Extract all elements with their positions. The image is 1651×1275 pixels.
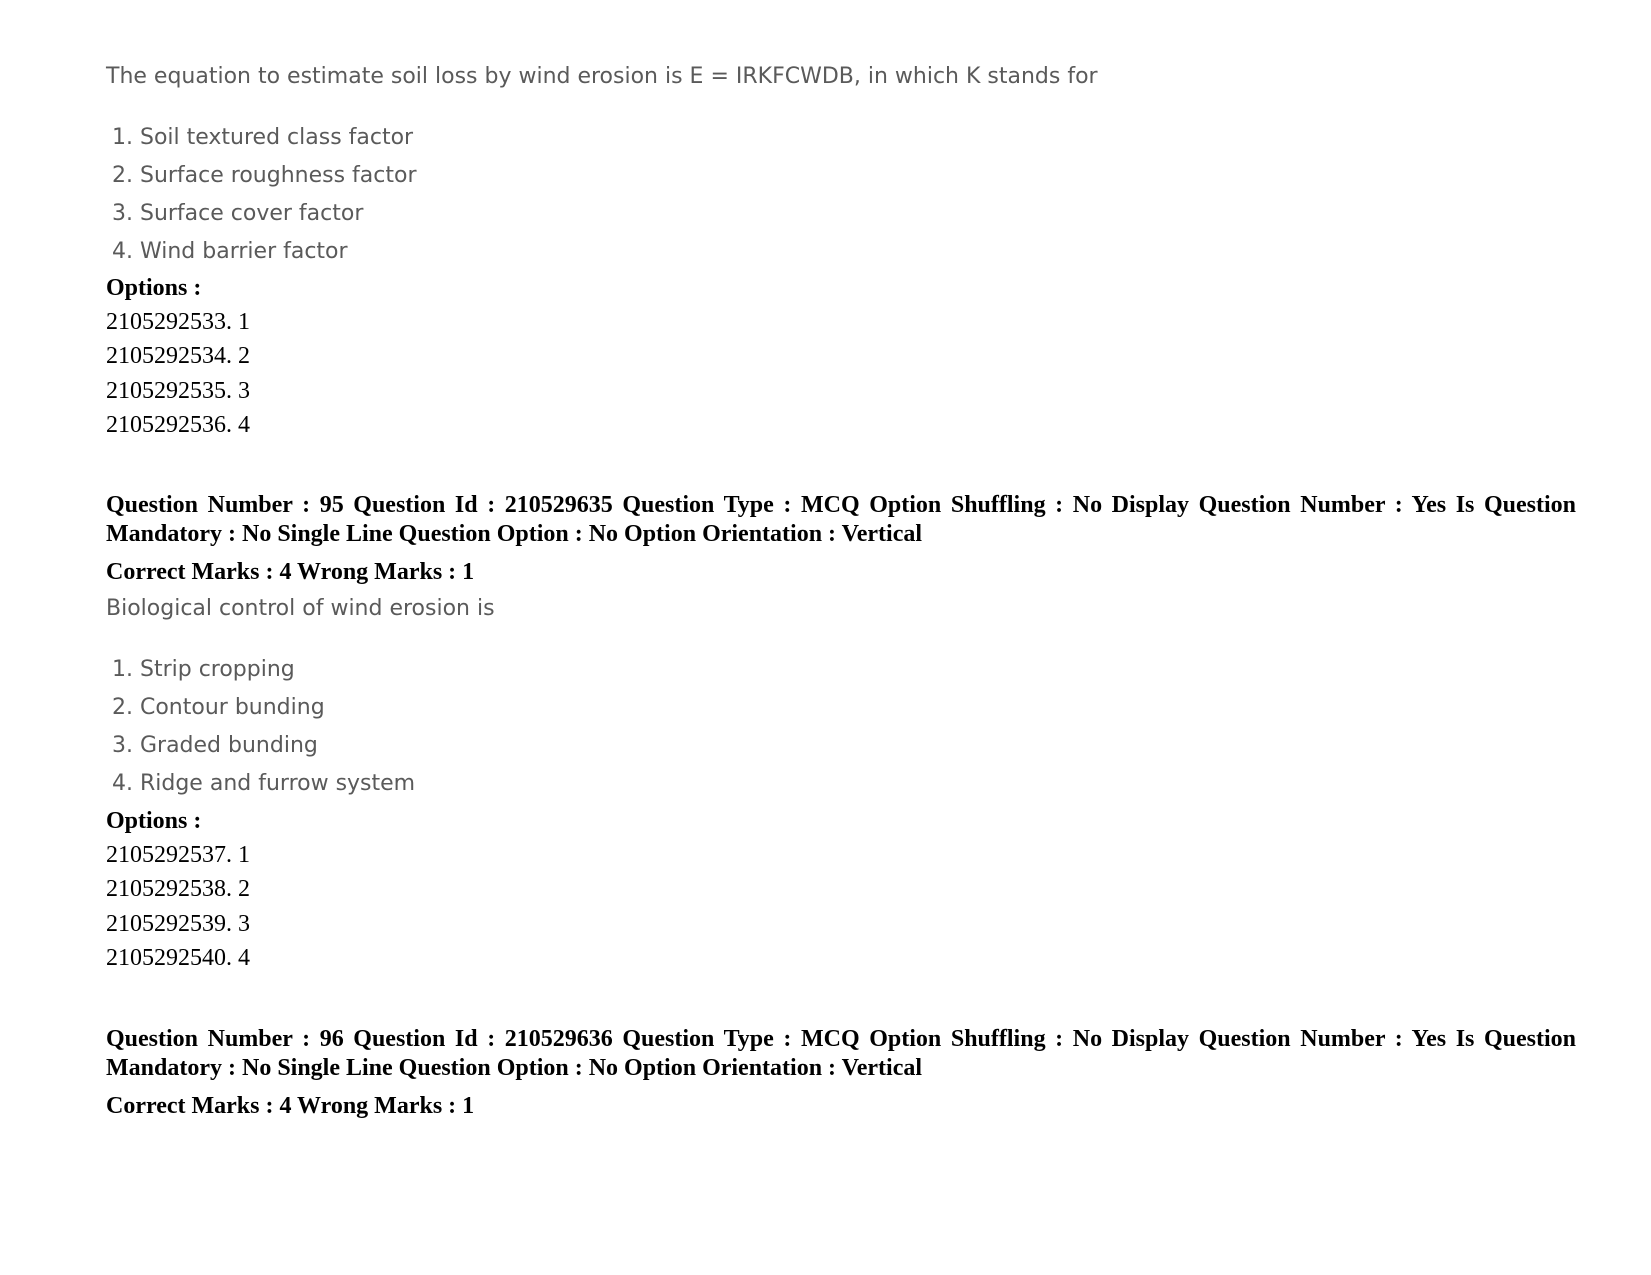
choice-item: 4. Ridge and furrow system xyxy=(112,771,416,796)
question-marks-96: Correct Marks : 4 Wrong Marks : 1 xyxy=(106,1093,475,1119)
choice-list-94 xyxy=(112,119,417,271)
option-list-94 xyxy=(106,305,250,442)
option-item: 2105292535. 3 xyxy=(106,377,250,404)
choice-item: 1. Soil textured class factor xyxy=(112,125,414,150)
choice-item: 3. Graded bunding xyxy=(112,733,318,758)
option-item: 2105292536. 4 xyxy=(106,411,250,438)
choice-item: 2. Contour bunding xyxy=(112,695,325,720)
choice-item: 1. Strip cropping xyxy=(112,657,295,682)
options-label-94: Options : xyxy=(106,275,202,301)
option-item: 2105292537. 1 xyxy=(106,842,250,868)
choice-item: 2. Surface roughness factor xyxy=(112,163,417,188)
question-stem-94: The equation to estimate soil loss by wind erosion is E = IRKFCWDB, in which K stands for xyxy=(106,64,1098,89)
choice-item: 3. Surface cover factor xyxy=(112,201,364,226)
options-label-95: Options : xyxy=(106,808,202,834)
option-item: 2105292534. 2 xyxy=(106,343,250,370)
option-list-95 xyxy=(106,838,250,975)
option-item: 2105292533. 1 xyxy=(106,309,250,335)
option-item: 2105292538. 2 xyxy=(106,876,250,903)
question-marks-95: Correct Marks : 4 Wrong Marks : 1 xyxy=(106,559,475,585)
option-item: 2105292540. 4 xyxy=(106,944,250,971)
choice-item: 4. Wind barrier factor xyxy=(112,239,348,264)
question-meta-95: Question Number : 95 Question Id : 210529635 Question Type : MCQ Option Shuffling : No Display Question Number : Yes Is Question Mandatory : No Single Line Question Option : No Option Orientation : Vertical xyxy=(106,492,1576,547)
choice-list-95 xyxy=(112,651,415,803)
question-meta-96: Question Number : 96 Question Id : 210529636 Question Type : MCQ Option Shuffling : No Display Question Number : Yes Is Question Mandatory : No Single Line Question Option : No Option Orientation : Vertical xyxy=(106,1026,1576,1081)
option-item: 2105292539. 3 xyxy=(106,910,250,937)
question-stem-95: Biological control of wind erosion is xyxy=(106,596,495,621)
